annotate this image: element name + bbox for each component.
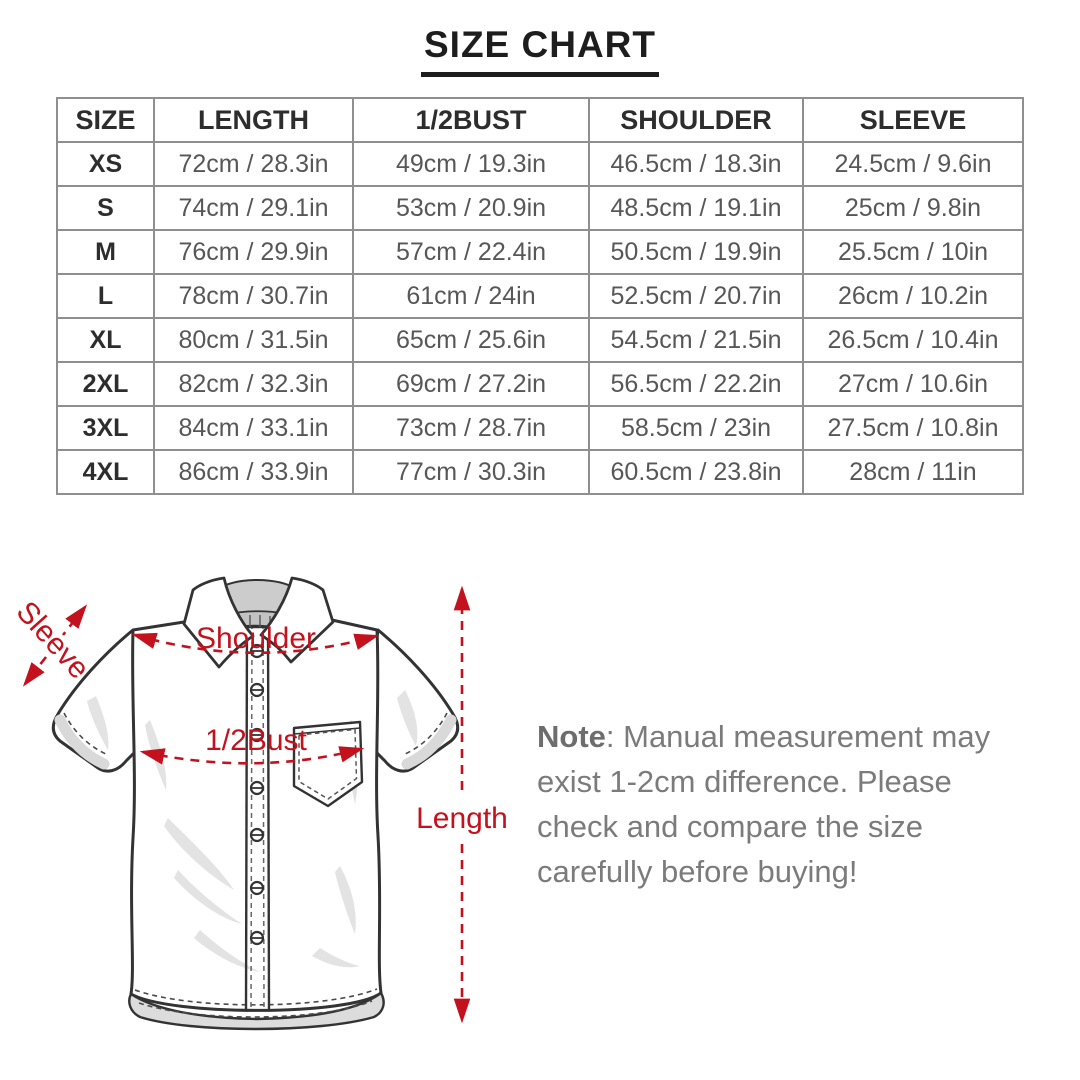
size-cell: M xyxy=(57,230,154,274)
shoulder-cell: 54.5cm / 21.5in xyxy=(589,318,803,362)
table-row xyxy=(57,274,1023,318)
size-table xyxy=(56,97,1024,495)
table-row xyxy=(57,450,1023,494)
length-cell: 78cm / 30.7in xyxy=(154,274,353,318)
bust-cell: 73cm / 28.7in xyxy=(353,406,589,450)
size-cell: XS xyxy=(57,142,154,186)
note-text: : Manual measurement may exist 1-2cm difference. Please check and compare the size carefully before buying! xyxy=(537,719,991,889)
table-row xyxy=(57,186,1023,230)
size-cell: 2XL xyxy=(57,362,154,406)
shoulder-cell: 46.5cm / 18.3in xyxy=(589,142,803,186)
bust-cell: 69cm / 27.2in xyxy=(353,362,589,406)
page-title: SIZE CHART xyxy=(421,24,659,77)
header-size: SIZE xyxy=(57,98,154,142)
shirt-body xyxy=(131,604,381,1010)
length-label: Length xyxy=(416,802,508,835)
header-shoulder: SHOULDER xyxy=(589,98,803,142)
bust-cell: 53cm / 20.9in xyxy=(353,186,589,230)
length-cell: 76cm / 29.9in xyxy=(154,230,353,274)
table-row xyxy=(57,142,1023,186)
shoulder-cell: 56.5cm / 22.2in xyxy=(589,362,803,406)
measurement-note xyxy=(537,714,1019,894)
shoulder-cell: 50.5cm / 19.9in xyxy=(589,230,803,274)
sleeve-cell: 27cm / 10.6in xyxy=(803,362,1023,406)
length-cell: 84cm / 33.1in xyxy=(154,406,353,450)
length-cell: 72cm / 28.3in xyxy=(154,142,353,186)
length-cell: 80cm / 31.5in xyxy=(154,318,353,362)
bust-cell: 65cm / 25.6in xyxy=(353,318,589,362)
header-bust: 1/2BUST xyxy=(353,98,589,142)
sleeve-arrow-lower xyxy=(25,657,46,684)
bust-label: 1/2Bust xyxy=(205,724,307,757)
length-cell: 74cm / 29.1in xyxy=(154,186,353,230)
sleeve-cell: 24.5cm / 9.6in xyxy=(803,142,1023,186)
header-sleeve: SLEEVE xyxy=(803,98,1023,142)
sleeve-cell: 26.5cm / 10.4in xyxy=(803,318,1023,362)
size-cell: 3XL xyxy=(57,406,154,450)
shoulder-cell: 48.5cm / 19.1in xyxy=(589,186,803,230)
length-cell: 82cm / 32.3in xyxy=(154,362,353,406)
shirt-measurement-diagram xyxy=(0,570,520,1040)
bust-cell: 49cm / 19.3in xyxy=(353,142,589,186)
table-row xyxy=(57,362,1023,406)
length-cell: 86cm / 33.9in xyxy=(154,450,353,494)
table-header-row xyxy=(57,98,1023,142)
sleeve-cell: 26cm / 10.2in xyxy=(803,274,1023,318)
title-area xyxy=(0,24,1080,77)
size-cell: XL xyxy=(57,318,154,362)
shoulder-label: Shoulder xyxy=(195,622,317,655)
note-label: Note xyxy=(537,719,606,754)
sleeve-cell: 27.5cm / 10.8in xyxy=(803,406,1023,450)
table-row xyxy=(57,406,1023,450)
bust-cell: 61cm / 24in xyxy=(353,274,589,318)
size-cell: 4XL xyxy=(57,450,154,494)
shoulder-cell: 58.5cm / 23in xyxy=(589,406,803,450)
sleeve-cell: 25cm / 9.8in xyxy=(803,186,1023,230)
shoulder-cell: 52.5cm / 20.7in xyxy=(589,274,803,318)
bust-cell: 77cm / 30.3in xyxy=(353,450,589,494)
table-row xyxy=(57,318,1023,362)
header-length: LENGTH xyxy=(154,98,353,142)
sleeve-cell: 28cm / 11in xyxy=(803,450,1023,494)
shoulder-cell: 60.5cm / 23.8in xyxy=(589,450,803,494)
bust-cell: 57cm / 22.4in xyxy=(353,230,589,274)
size-cell: L xyxy=(57,274,154,318)
table-row xyxy=(57,230,1023,274)
size-cell: S xyxy=(57,186,154,230)
sleeve-cell: 25.5cm / 10in xyxy=(803,230,1023,274)
sleeve-label: Sleeve xyxy=(9,595,96,686)
